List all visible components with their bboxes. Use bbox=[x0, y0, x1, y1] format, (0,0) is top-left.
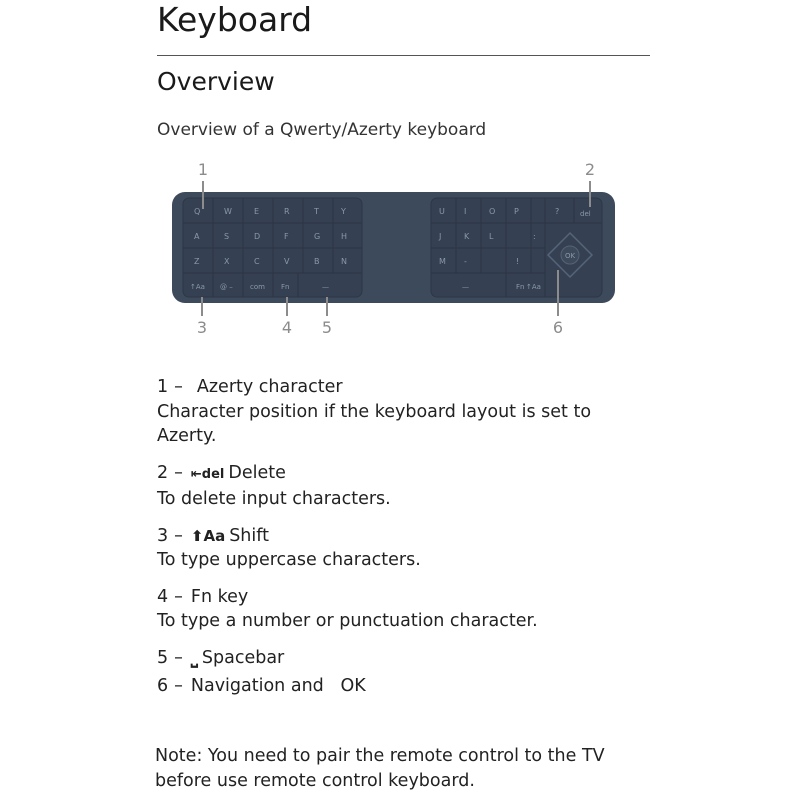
key-label: @ – bbox=[220, 283, 233, 291]
legend-item-navigation bbox=[157, 674, 637, 699]
item-number: 6 bbox=[157, 676, 169, 696]
key-label: N bbox=[341, 257, 347, 266]
key-label: — bbox=[462, 283, 469, 291]
shift-icon: ⬆Aa bbox=[190, 526, 226, 545]
key-label: X bbox=[224, 257, 230, 266]
item-number: 2 bbox=[157, 462, 169, 483]
key-label: U bbox=[439, 207, 445, 216]
key-label: ? bbox=[555, 207, 560, 216]
item-description: To type a number or punctuation character. bbox=[157, 611, 538, 631]
note-label: Note bbox=[155, 746, 197, 766]
key-label: ↑Aa bbox=[526, 283, 541, 291]
item-label: Delete bbox=[228, 462, 286, 483]
callout-3: 3 bbox=[196, 318, 208, 337]
key-label: C bbox=[254, 257, 260, 266]
key-label: E bbox=[254, 207, 260, 216]
delete-icon: ⇤del bbox=[190, 466, 225, 482]
item-dash: – bbox=[174, 377, 183, 397]
item-number: 3 bbox=[157, 525, 169, 546]
item-label: Navigation and OK bbox=[190, 676, 366, 696]
item-description: To type uppercase characters. bbox=[157, 550, 421, 570]
item-dash: – bbox=[174, 525, 183, 546]
item-description: To delete input characters. bbox=[157, 489, 391, 509]
legend-item-shift bbox=[157, 524, 637, 573]
key-label: K bbox=[464, 232, 470, 241]
key-label: J bbox=[439, 232, 442, 241]
item-number: 1 bbox=[157, 377, 169, 397]
key-label: - bbox=[464, 257, 467, 266]
item-label: Shift bbox=[229, 525, 269, 546]
key-label: com bbox=[250, 283, 265, 291]
legend-item-azerty bbox=[157, 375, 637, 449]
item-label: Spacebar bbox=[201, 647, 285, 668]
key-label: H bbox=[341, 232, 348, 241]
legend-item-spacebar bbox=[157, 646, 637, 671]
item-dash: – bbox=[174, 676, 183, 696]
item-dash: – bbox=[174, 462, 183, 483]
intro-text: Overview of a Qwerty/Azerty keyboard bbox=[157, 120, 487, 140]
item-number: 5 bbox=[157, 647, 169, 668]
key-label: L bbox=[489, 232, 494, 241]
key-label: B bbox=[314, 257, 320, 266]
item-description: Character position if the keyboard layout is set to Azerty. bbox=[157, 401, 592, 446]
key-label: ↑Aa bbox=[190, 283, 205, 291]
pairing-note bbox=[155, 744, 655, 794]
key-label: del bbox=[580, 210, 591, 218]
key-label: M bbox=[439, 257, 446, 266]
key-label: I bbox=[464, 207, 467, 216]
keyboard-diagram bbox=[150, 155, 620, 340]
key-label: F bbox=[284, 232, 289, 241]
legend-list bbox=[157, 375, 637, 711]
key-label: R bbox=[284, 207, 290, 216]
key-label: D bbox=[254, 232, 261, 241]
callout-4: 4 bbox=[281, 318, 293, 337]
key-label: Z bbox=[194, 257, 200, 266]
item-dash: – bbox=[174, 586, 183, 607]
page-title: Keyboard bbox=[157, 0, 313, 39]
key-label: P bbox=[514, 207, 519, 216]
key-label: T bbox=[314, 207, 319, 216]
note-text: : You need to pair the remote control to the TV before use remote control keyboard. bbox=[155, 746, 605, 791]
callout-2: 2 bbox=[584, 160, 596, 179]
key-label: Y bbox=[341, 207, 346, 216]
key-label: : bbox=[533, 232, 536, 241]
section-heading: Overview bbox=[157, 67, 275, 96]
callout-6: 6 bbox=[552, 318, 564, 337]
key-label: O bbox=[489, 207, 496, 216]
item-number: 4 bbox=[157, 586, 169, 607]
title-divider bbox=[157, 55, 650, 56]
key-label: Fn bbox=[516, 283, 525, 291]
item-label: Fn key bbox=[190, 586, 249, 607]
key-label: ! bbox=[516, 257, 520, 266]
key-label: W bbox=[224, 207, 232, 216]
key-label: Q bbox=[194, 207, 201, 216]
key-label: G bbox=[314, 232, 321, 241]
legend-item-delete bbox=[157, 461, 637, 512]
callout-5: 5 bbox=[321, 318, 333, 337]
spacebar-icon: ⎵ bbox=[190, 647, 198, 668]
key-label: Fn bbox=[281, 283, 290, 291]
key-label: A bbox=[194, 232, 200, 241]
item-label: Azerty character bbox=[196, 377, 343, 397]
ok-label: OK bbox=[564, 252, 576, 260]
key-label: S bbox=[224, 232, 230, 241]
key-label: V bbox=[284, 257, 290, 266]
key-label: — bbox=[322, 283, 329, 291]
item-dash: – bbox=[174, 647, 183, 668]
callout-1: 1 bbox=[197, 160, 209, 179]
legend-item-fn bbox=[157, 585, 637, 634]
